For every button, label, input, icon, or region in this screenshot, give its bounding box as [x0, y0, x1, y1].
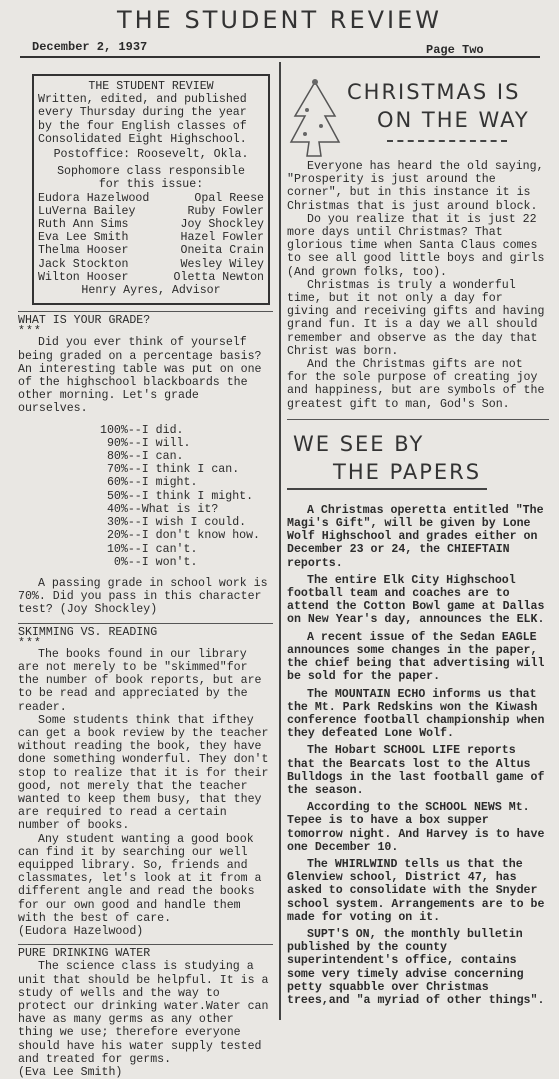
staff-row: [38, 231, 264, 244]
staff-name: Wesley Wiley: [180, 257, 264, 271]
grade-heading: WHAT IS YOUR GRADE?: [18, 311, 273, 327]
box-line: Written, edited, and published: [38, 93, 247, 107]
grade-row: 0%--I won't.: [100, 555, 198, 569]
issue-date: December 2, 1937: [32, 40, 148, 54]
staff-name: Oletta Newton: [173, 270, 264, 284]
title-underline: [287, 488, 487, 490]
christmas-title-line: ON THE WAY: [377, 108, 530, 132]
staff-name: Ruby Fowler: [187, 204, 264, 218]
stars-ornament: ***: [18, 636, 42, 650]
grade-row: 40%--What is it?: [100, 502, 219, 516]
christmas-tree-icon: [287, 76, 343, 168]
box-line: every Thursday during the year: [38, 106, 247, 120]
christmas-para: Everyone has heard the old saying, "Prosperity is just around the corner", but in this instance it is Christmas that is just around block.: [287, 160, 544, 213]
papers-title-line: THE PAPERS: [333, 459, 482, 484]
grade-row: 50%--I think I might.: [100, 489, 254, 503]
sponsor-note: Sophomore class responsible: [57, 165, 245, 179]
papers-title-line: WE SEE BY: [293, 431, 425, 456]
column-divider: [279, 62, 281, 1020]
staff-name: Wilton Hooser: [38, 270, 129, 284]
papers-article: [287, 504, 549, 1007]
christmas-title: [347, 78, 549, 134]
papers-para: The Hobart SCHOOL LIFE reports that the Bearcats lost to the Altus Bulldogs in the last football game of the season.: [287, 744, 545, 797]
staff-row: [38, 258, 264, 271]
stars-ornament: ***: [18, 325, 42, 339]
left-column: [18, 66, 273, 1079]
skimming-signature: (Eudora Hazelwood): [18, 924, 144, 938]
grade-row: 90%--I will.: [100, 436, 191, 450]
postoffice: Postoffice: Roosevelt, Okla.: [53, 148, 249, 162]
staff-name: Eudora Hazelwood: [38, 191, 150, 205]
grade-table: [100, 424, 273, 569]
grade-intro: Did you ever think of yourself being graded on a percentage basis? An interesting table was put on one of the highschool blackboards the other morning. Let's grade ourselves.: [18, 336, 262, 416]
staff-name: Hazel Fowler: [180, 231, 264, 245]
masthead-box: [32, 74, 270, 305]
christmas-para: Do you realize that it is just 22 more days until Christmas? That glorious time when Santa Claus comes to see all good little boys and girls (And grown folks, too).: [287, 212, 545, 279]
christmas-para: And the Christmas gifts are not for the sole purpose of creating joy and happiness, but are symbols of the greatest gift to man, God's Son.: [287, 358, 545, 411]
header-rule: [20, 56, 540, 58]
papers-para: According to the SCHOOL NEWS Mt. Tepee is to have a box supper tomorrow night. And Harvey is to have one December 10.: [287, 801, 545, 854]
section-rule: [287, 419, 549, 420]
title-underline: [387, 140, 507, 142]
staff-name: Ruth Ann Sims: [38, 218, 129, 232]
skimming-para: Any student wanting a good book can find it by searching our well equipped library. So, friends and classmates, let's look at it from a different angle and read the books for our own good and handle them with the best of care.: [18, 832, 262, 925]
grade-row: 60%--I might.: [100, 476, 198, 490]
right-column: [287, 66, 549, 1011]
page-number: Page Two: [426, 43, 484, 57]
water-signature: (Eva Lee Smith): [18, 1066, 123, 1079]
staff-row: [38, 218, 264, 231]
christmas-title-line: CHRISTMAS IS: [347, 80, 521, 104]
sponsor-note: for this issue:: [98, 178, 204, 192]
box-title: THE STUDENT REVIEW: [88, 80, 214, 93]
box-line: Consolidated Eight Highschool.: [38, 132, 247, 146]
papers-para: A recent issue of the Sedan EAGLE announces some changes in the paper, the chief being that advertising will be sold for the paper.: [287, 630, 545, 684]
staff-row: [38, 192, 264, 205]
staff-name: Joy Shockley: [180, 218, 264, 232]
staff-row: [38, 205, 264, 218]
water-para: The science class is studying a unit that should be helpful. It is a study of wells and the way to protect our drinking water.Water can have as many germs as any other thing we use; therefore everyone should have his water supply tested and treated for germs.: [18, 960, 269, 1066]
grade-row: 100%--I did.: [100, 423, 184, 437]
papers-para: A Christmas operetta entitled "The Magi's Gift", will be given by Lone Wolf Highschool and grades either on December 23 or 24, the CHIEFTAIN reports.: [287, 503, 544, 570]
papers-para: The MOUNTAIN ECHO informs us that the Mt. Park Redskins won the Kiwash conference football championship when they defeated Lone Wolf.: [287, 687, 545, 741]
papers-para: SUPT'S ON, the monthly bulletin published by the county superintendent's office, contains some very timely advise concerning petty squabble over Christmas trees,and "a myriad of other things".: [287, 927, 545, 1007]
water-heading: PURE DRINKING WATER: [18, 944, 273, 960]
staff-name: Jack Stockton: [38, 257, 129, 271]
staff-name: Eva Lee Smith: [38, 231, 129, 245]
staff-name: Oneita Crain: [180, 244, 264, 258]
box-line: by the four English classes of: [38, 119, 247, 133]
advisor: Henry Ayres, Advisor: [81, 284, 221, 298]
grade-row: 30%--I wish I could.: [100, 516, 247, 530]
skimming-para: The books found in our library are not merely to be "skimmed"for the number of book reports, but are to be read and appreciated by the reader.: [18, 647, 262, 714]
skimming-para: Some students think that ifthey can get a book review by the teacher without reading the book, they have done something wonderful. They don't stop to realize that it is for their good, not merely that the teacher wanted to keep them busy, that they are required to read a certain number of books.: [18, 713, 269, 833]
staff-name: LuVerna Bailey: [38, 204, 136, 218]
staff-row: [38, 271, 264, 284]
grade-row: 80%--I can.: [100, 450, 184, 464]
christmas-article: [287, 160, 549, 411]
papers-para: The entire Elk City Highschool football team and coaches are to attend the Cotton Bowl game at Dallas on New Year's day, announces the ELK.: [287, 573, 545, 627]
masthead-title: THE STUDENT REVIEW: [116, 6, 443, 34]
grade-row: 20%--I don't know how.: [100, 529, 261, 543]
staff-name: Thelma Hooser: [38, 244, 129, 258]
skimming-heading: SKIMMING VS. READING: [18, 623, 273, 639]
staff-name: Opal Reese: [194, 191, 264, 205]
grade-row: 10%--I can't.: [100, 542, 198, 556]
christmas-para: Christmas is truly a wonderful time, but it not only a day for giving and receiving gifts and having grand fun. It is a day we all should remember and observe as the day that Christ was born.: [287, 278, 545, 358]
grade-close: A passing grade in school work is 70%. Did you pass in this character test? (Joy Shockley): [18, 576, 268, 617]
papers-title: [293, 430, 549, 486]
grade-row: 70%--I think I can.: [100, 463, 240, 477]
staff-row: [38, 244, 264, 257]
papers-para: The WHIRLWIND tells us that the Glenview school, District 47, has asked to consolidate with the Snyder school system. Arrangements are to be made for voting on it.: [287, 857, 545, 924]
